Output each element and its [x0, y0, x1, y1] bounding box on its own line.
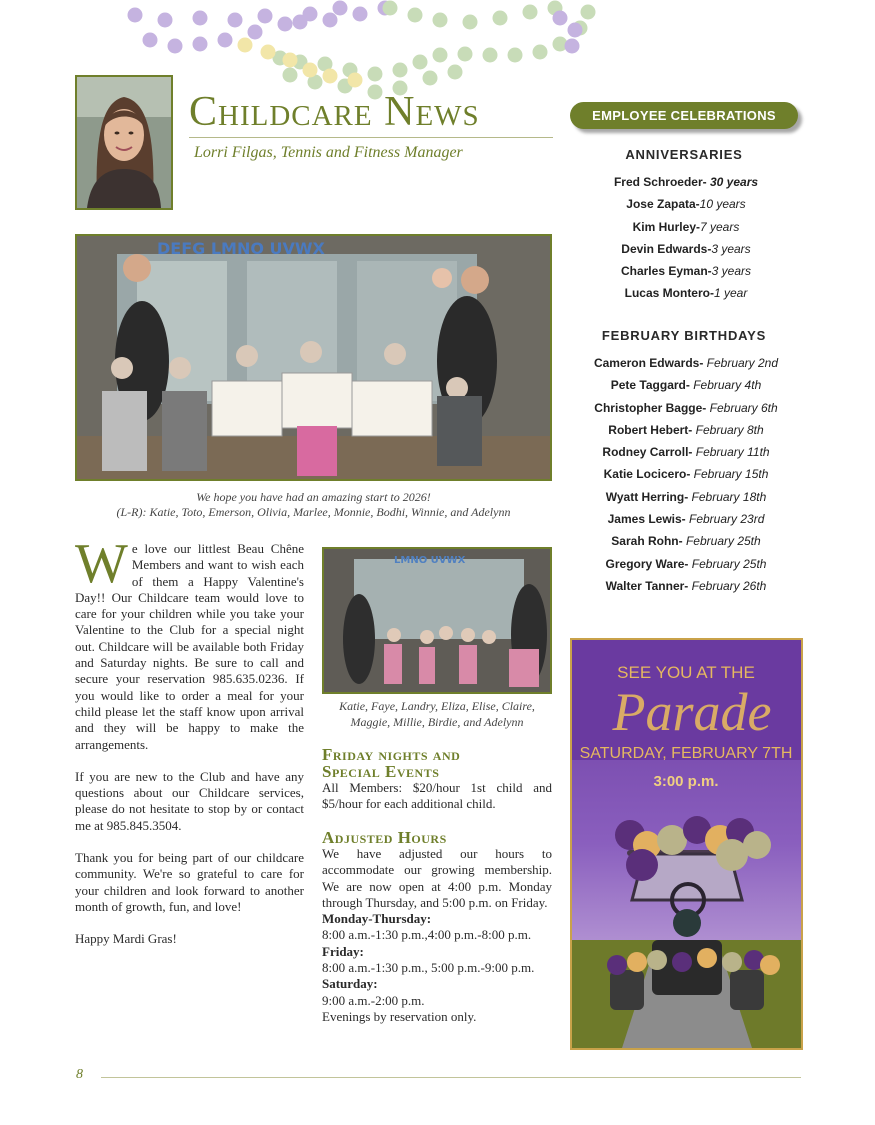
bead: [393, 63, 408, 78]
bead: [261, 45, 276, 60]
bead: [323, 69, 338, 84]
employee-name: Charles Eyman-: [620, 264, 712, 279]
bead: [463, 15, 478, 30]
employee-name: Robert Hebert-: [608, 422, 693, 437]
page-title: Childcare News: [189, 89, 480, 135]
bead: [143, 33, 158, 48]
birthday-item: [570, 441, 802, 463]
article-paragraph: [75, 533, 304, 753]
bead: [433, 13, 448, 28]
bead: [218, 33, 233, 48]
childcare-small-group-photo: [322, 547, 552, 694]
anniversary-item: [570, 282, 802, 304]
employee-celebrations-badge: EMPLOYEE CELEBRATIONS: [570, 102, 798, 129]
employee-name: Sarah Rohn-: [611, 534, 683, 549]
bead: [238, 38, 253, 53]
friday-rates: All Members: $20/hour 1st child and $5/hour for each additional child.: [322, 780, 552, 812]
small-banner-letters: LMNO UVWX: [394, 555, 466, 566]
bead: [193, 11, 208, 26]
bead: [413, 55, 428, 70]
bead: [553, 11, 568, 26]
bead: [303, 63, 318, 78]
celebration-detail: 3 years: [711, 241, 751, 256]
article-text: e love our littlest Beau Chêne Members and want to wish each of them a Happy Valentine's Day!! Our Childcare team would love to care for your children while you take your Valentine to the Club for a special night out. Childcare will be available both Friday and Saturday nights. Be sure to call and secure your reservation 985.635.0236. If you would like to order a meal for your child please let the staff know upon arrival and they will be happy to make the arrangements.: [75, 541, 304, 752]
bead: [458, 47, 473, 62]
anniversary-item: [570, 238, 802, 260]
celebration-detail: February 4th: [689, 378, 762, 393]
bead: [283, 68, 298, 83]
caption-line: (L-R): Katie, Toto, Emerson, Olivia, Marlee, Monnie, Bodhi, Winnie, and Adelynn: [116, 505, 511, 519]
birthdays-heading: FEBRUARY BIRTHDAYS: [601, 328, 767, 343]
article-paragraph: Thank you for being part of our childcare community. We're so grateful to care for your children and look forward to another month of growth, fun, and love!: [75, 850, 304, 914]
birthday-item: [570, 508, 802, 530]
article-body: [75, 533, 304, 964]
parade-poster: [570, 638, 803, 1050]
small-photo-caption: Katie, Faye, Landry, Eliza, Elise, Claire, Maggie, Millie, Birdie, and Adelynn: [339, 699, 535, 729]
bead: [483, 48, 498, 63]
bead: [168, 39, 183, 54]
celebration-detail: February 15th: [690, 467, 769, 482]
anniversaries-heading: ANNIVERSARIES: [625, 147, 743, 162]
bead: [283, 53, 298, 68]
main-photo-caption: [75, 490, 552, 520]
employee-name: Christopher Bagge-: [594, 400, 707, 415]
poster-date: SATURDAY, FEBRUARY 7TH: [579, 745, 793, 762]
hours-label: Friday:: [322, 943, 364, 959]
birthdays-list: [570, 352, 802, 597]
main-banner-letters: DEFG LMNO UVWX: [157, 239, 325, 258]
article-paragraph: Happy Mardi Gras!: [75, 931, 177, 947]
celebration-detail: 7 years: [700, 219, 740, 234]
employee-name: Katie Locicero-: [603, 467, 691, 482]
friday-section: [322, 746, 552, 813]
employee-name: Jose Zapata-: [626, 197, 700, 212]
bead: [368, 67, 383, 82]
anniversary-item: [570, 193, 802, 215]
poster-time: 3:00 p.m.: [653, 773, 719, 790]
anniversaries-list: [570, 171, 802, 305]
celebration-detail: February 2nd: [703, 356, 779, 370]
bead: [508, 48, 523, 63]
bead: [128, 8, 143, 23]
bead: [258, 9, 273, 24]
childcare-group-photo: [75, 234, 552, 481]
author-portrait: [75, 75, 173, 210]
hours-value: 9:00 a.m.-2:00 p.m.: [322, 992, 425, 1008]
bead: [348, 73, 363, 88]
drop-cap: W: [75, 533, 128, 595]
bead: [248, 25, 263, 40]
birthday-item: [570, 575, 802, 597]
employee-name: Cameron Edwards-: [593, 356, 704, 370]
author-byline: Lorri Filgas, Tennis and Fitness Manager: [194, 144, 463, 161]
caption-line: We hope you have had an amazing start to 2026!: [196, 490, 431, 504]
bead: [333, 1, 348, 16]
hours-value: 8:00 a.m.-1:30 p.m.,4:00 p.m.-8:00 p.m.: [322, 927, 532, 943]
bead: [408, 8, 423, 23]
title-divider: [189, 137, 553, 138]
employee-name: Devin Edwards-: [621, 241, 712, 256]
employee-name: Fred Schroeder-: [613, 175, 707, 189]
bead: [581, 5, 596, 20]
footer-divider: [101, 1077, 801, 1078]
birthday-item: [570, 486, 802, 508]
birthday-item: [570, 352, 802, 374]
hours-intro: We have adjusted our hours to accommodate our growing membership. We are now open at 4:00 p.m. Monday through Thursday, and 5:00 p.m. on Friday.: [322, 846, 552, 910]
hours-label: Monday-Thursday:: [322, 911, 432, 927]
birthday-item: [570, 419, 802, 441]
birthday-item: [570, 553, 802, 575]
celebration-detail: February 8th: [692, 422, 764, 437]
birthday-item: [570, 374, 802, 396]
celebration-detail: 1 year: [713, 286, 748, 301]
bead: [433, 48, 448, 63]
celebration-detail: February 11th: [692, 445, 770, 460]
birthday-item: [570, 397, 802, 419]
anniversary-item: [570, 260, 802, 282]
hours-value: 8:00 a.m.-1:30 p.m., 5:00 p.m.-9:00 p.m.: [322, 960, 535, 976]
employee-name: Walter Tanner-: [605, 578, 689, 593]
bead: [565, 39, 580, 54]
employee-name: Pete Taggard-: [610, 378, 690, 393]
bead: [523, 5, 538, 20]
poster-line1: SEE YOU AT THE: [617, 663, 755, 682]
friday-heading: Special Events: [322, 762, 440, 781]
celebration-detail: February 18th: [688, 489, 767, 504]
anniversary-item: [570, 171, 802, 193]
birthday-item: [570, 530, 802, 552]
bead: [383, 1, 398, 16]
bead: [193, 37, 208, 52]
hours-note: Evenings by reservation only.: [322, 1008, 477, 1024]
employee-name: James Lewis-: [607, 512, 686, 527]
employee-name: Wyatt Herring-: [605, 489, 689, 504]
celebration-detail: February 25th: [688, 556, 767, 571]
celebration-detail: February 6th: [706, 400, 778, 415]
bead: [158, 13, 173, 28]
bead: [533, 45, 548, 60]
hours-heading: Adjusted Hours: [322, 828, 447, 847]
employee-name: Gregory Ware-: [605, 556, 689, 571]
celebration-detail: 10 years: [699, 197, 746, 212]
birthday-item: [570, 463, 802, 485]
celebration-detail: February 25th: [682, 534, 761, 549]
employee-name: Rodney Carroll-: [602, 445, 693, 460]
bead: [493, 11, 508, 26]
friday-heading: Friday nights and: [322, 745, 461, 764]
poster-script: Parade: [612, 682, 772, 742]
celebration-detail: February 26th: [688, 578, 767, 593]
employee-name: Kim Hurley-: [632, 219, 700, 234]
hours-section: [322, 829, 552, 1025]
hours-label: Saturday:: [322, 976, 378, 992]
bead: [353, 7, 368, 22]
bead: [303, 7, 318, 22]
bead: [323, 13, 338, 28]
employee-name: Lucas Montero-: [624, 286, 714, 301]
celebration-detail: February 23rd: [685, 512, 765, 527]
article-paragraph: If you are new to the Club and have any questions about our Childcare services, please do not hesitate to stop by or contact me at 985.845.3504.: [75, 768, 304, 833]
anniversary-item: [570, 216, 802, 238]
bead: [423, 71, 438, 86]
bead: [568, 23, 583, 38]
celebration-detail: 30 years: [706, 175, 759, 189]
page-number: 8: [76, 1067, 83, 1082]
bead: [228, 13, 243, 28]
celebration-detail: 3 years: [711, 264, 752, 279]
bead: [448, 65, 463, 80]
bead: [278, 17, 293, 32]
